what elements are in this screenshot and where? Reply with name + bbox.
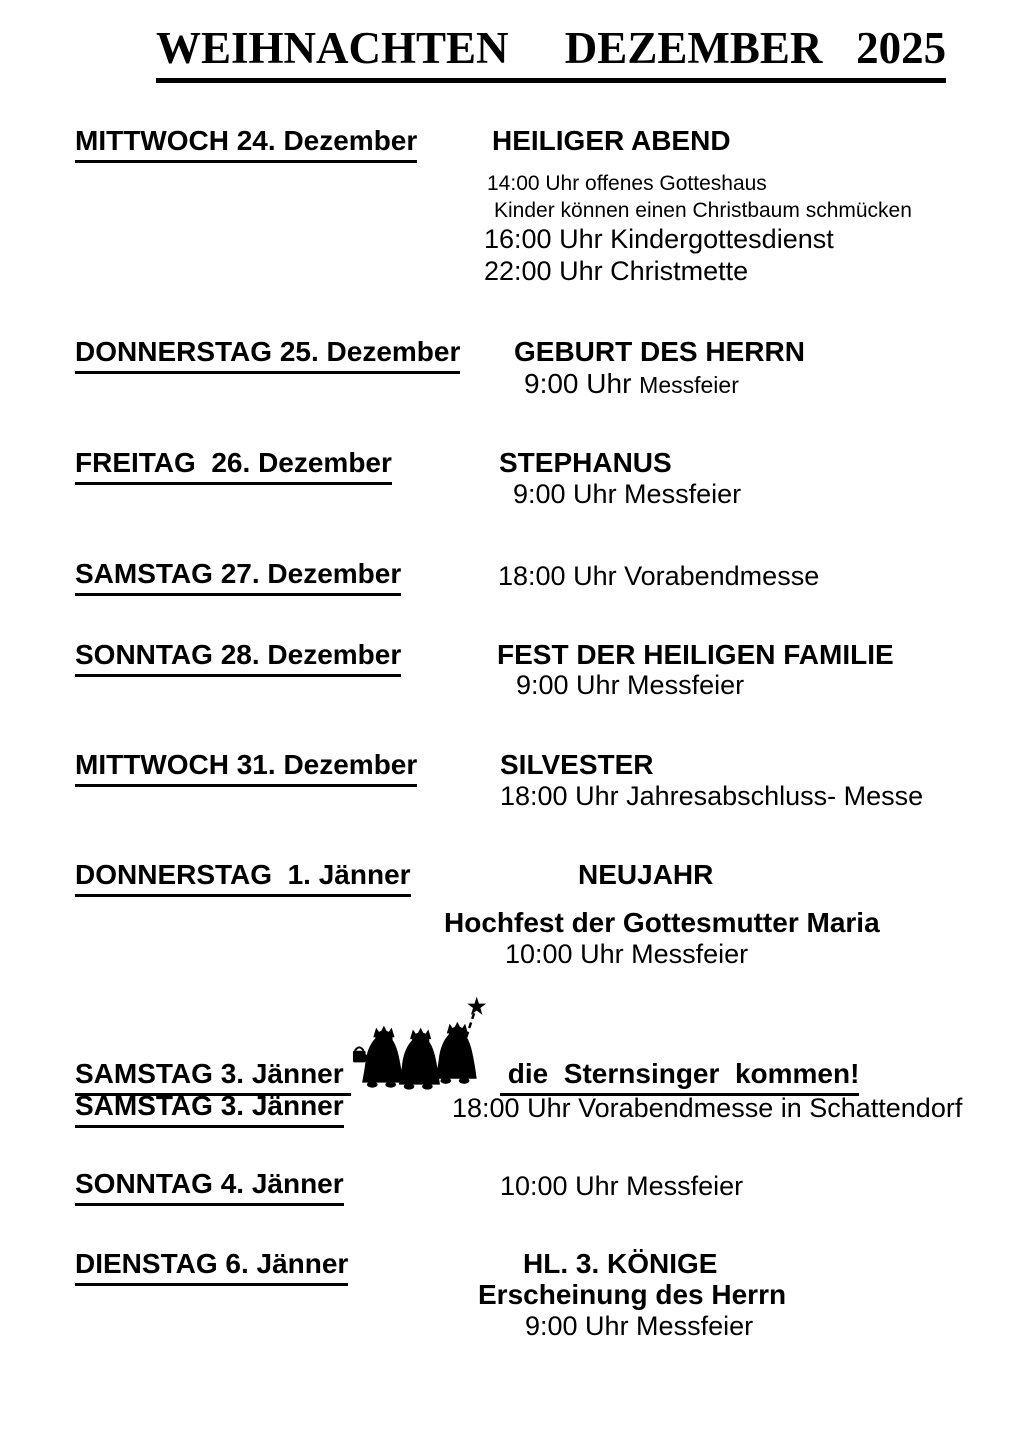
schedule-day-dec31: MITTWOCH 31. Dezember: [75, 750, 417, 787]
schedule-day-jan4: SONNTAG 4. Jänner: [75, 1169, 344, 1206]
schedule-line: 9:00 Uhr Messfeier: [525, 1311, 754, 1341]
schedule-line: 9:00 Uhr Messfeier: [516, 670, 745, 700]
schedule-line-time: 9:00 Uhr: [524, 368, 640, 399]
schedule-subline: Kinder können einen Christbaum schmücken: [494, 199, 912, 222]
schedule-line: [524, 369, 739, 400]
schedule-line: 18:00 Uhr Jahresabschluss- Messe: [500, 781, 924, 811]
schedule-day-jan6: DIENSTAG 6. Jänner: [75, 1249, 348, 1286]
schedule-event-jan6: HL. 3. KÖNIGE: [523, 1248, 718, 1279]
schedule-event-dec24: HEILIGER ABEND: [492, 125, 731, 156]
king-figure-icon: [436, 1022, 477, 1084]
schedule-line: 9:00 Uhr Messfeier: [513, 479, 742, 509]
king-figure-icon: [399, 1028, 440, 1090]
page-title: WEIHNACHTEN DEZEMBER 2025: [156, 24, 946, 83]
schedule-bold-line: Erscheinung des Herrn: [478, 1279, 787, 1310]
schedule-day-jan1: DONNERSTAG 1. Jänner: [75, 860, 411, 897]
schedule-day-dec24: MITTWOCH 24. Dezember: [75, 126, 417, 163]
schedule-line: 10:00 Uhr Messfeier: [505, 939, 749, 969]
schedule-event-dec25: GEBURT DES HERRN: [514, 336, 805, 367]
sternsinger-image: [352, 995, 497, 1093]
schedule-line: 22:00 Uhr Christmette: [484, 256, 749, 286]
schedule-day-dec28: SONNTAG 28. Dezember: [75, 640, 401, 677]
schedule-day-dec26: FREITAG 26. Dezember: [75, 448, 392, 485]
schedule-bold-line: Hochfest der Gottesmutter Maria: [444, 907, 880, 938]
schedule-line: 10:00 Uhr Messfeier: [500, 1171, 744, 1201]
schedule-event-jan1: NEUJAHR: [578, 859, 714, 890]
schedule-line: 18:00 Uhr Vorabendmesse in Schattendorf: [452, 1093, 963, 1123]
schedule-event-dec28: FEST DER HEILIGEN FAMILIE: [497, 639, 894, 670]
schedule-subline: 14:00 Uhr offenes Gotteshaus: [487, 172, 767, 195]
schedule-line: 16:00 Uhr Kindergottesdienst: [484, 224, 834, 254]
schedule-day-dec27: SAMSTAG 27. Dezember: [75, 559, 401, 596]
schedule-day-jan3-mass: SAMSTAG 3. Jänner: [75, 1091, 344, 1128]
schedule-event-dec31: SILVESTER: [500, 749, 654, 780]
schedule-line: 18:00 Uhr Vorabendmesse: [498, 561, 820, 591]
schedule-line-label: Messfeier: [639, 372, 739, 398]
king-figure-icon: [362, 1026, 403, 1088]
schedule-day-jan3-sternsinger: SAMSTAG 3. Jänner: [75, 1059, 351, 1096]
schedule-event-dec26: STEPHANUS: [499, 447, 672, 478]
star-icon: [467, 997, 486, 1015]
schedule-note-sternsinger: die Sternsinger kommen!: [500, 1059, 859, 1096]
schedule-day-dec25: DONNERSTAG 25. Dezember: [75, 337, 460, 374]
